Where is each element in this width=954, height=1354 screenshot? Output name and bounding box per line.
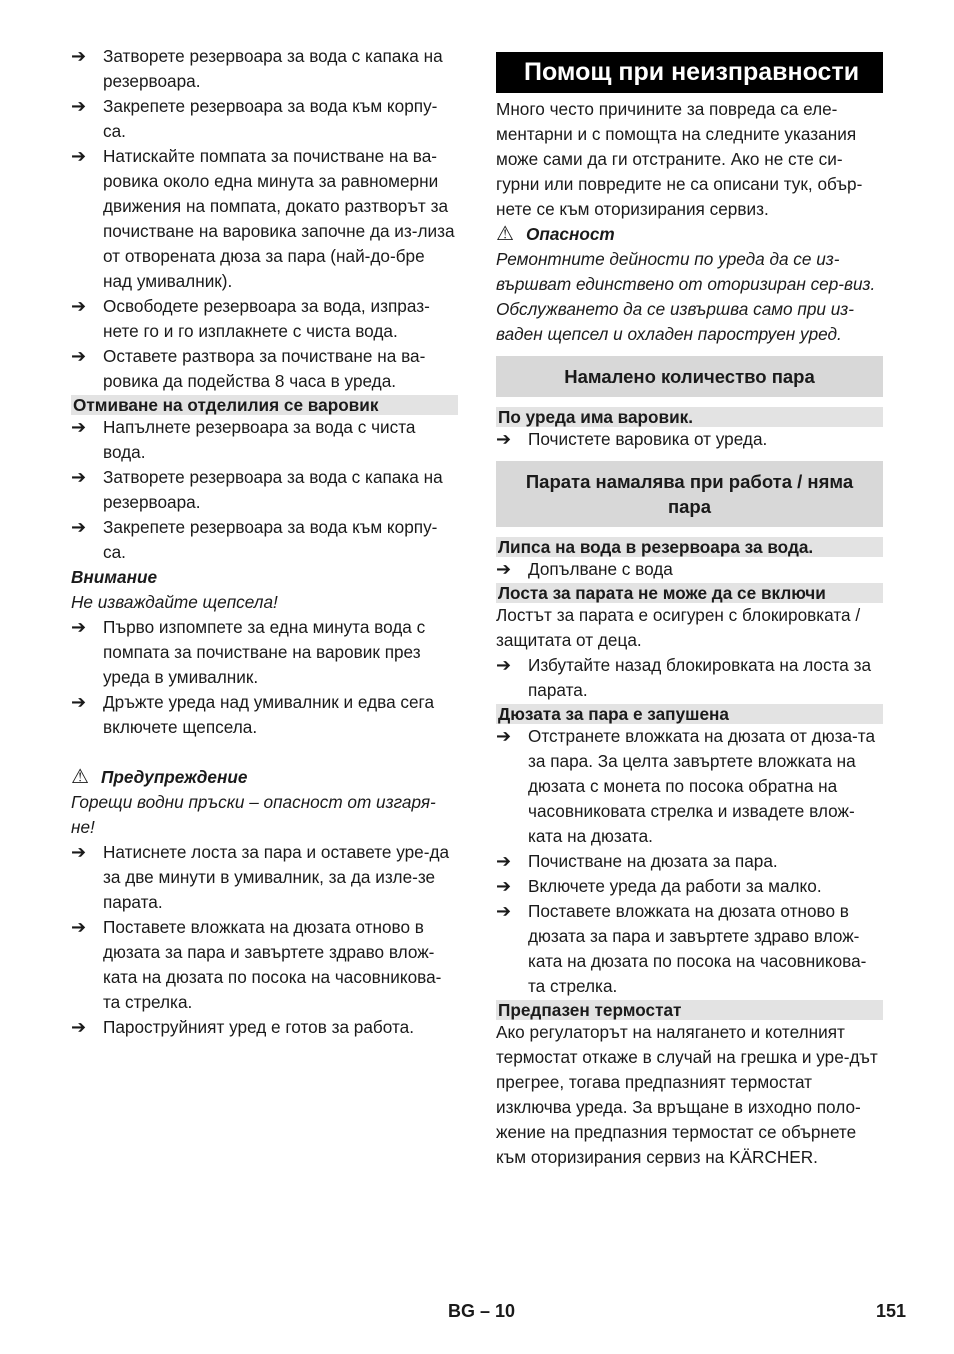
arrow-right-icon: ➔ xyxy=(71,346,87,366)
section-title: Помощ при неизправности xyxy=(496,52,883,93)
subheading-limescale: По уреда има варовик. xyxy=(496,407,883,427)
arrow-right-icon: ➔ xyxy=(71,842,87,862)
list-item: ➔ Първо изпомпете за една минута вода с помпата за почистване на варовик през уреда в умивалник. xyxy=(71,617,426,687)
list-item: ➔ Поставете вложката на дюзата отново в дюзата за пара и завъртете здраво влож-ката на дюзата по посока на часовникова-та стрелка. xyxy=(496,901,867,996)
warning-triangle-icon: ⚠ xyxy=(496,223,514,245)
list-item: ➔ Допълване с вода xyxy=(496,557,883,582)
list-item: ➔ Закрепете резервоара за вода към корпу-са. xyxy=(71,96,438,141)
thermostat-paragraph: Ако регулаторът на налягането и котелният термостат откаже в случай на грешка и уре-дът прегрее, тогава предпазният термостат изключва уреда. За връщане в изходно поло-жение на предпазния термостат се обърнете към оторизирания сервиз на KÄRCHER. xyxy=(496,1022,878,1167)
spacer xyxy=(496,347,883,356)
spacer xyxy=(496,527,883,536)
right-column xyxy=(496,44,883,1170)
list-item: ➔ Закрепете резервоара за вода към корпу-са. xyxy=(71,517,438,562)
arrow-right-icon: ➔ xyxy=(71,1017,87,1037)
arrow-right-icon: ➔ xyxy=(71,917,87,937)
danger-text-1: Ремонтните дейности по уреда да се из-вършват единствено от оторизиран сер-виз. xyxy=(496,249,876,294)
lever-paragraph: Лостът за парата е осигурен с блокировката / защитата от деца. xyxy=(496,605,861,650)
subheading-lever: Лоста за парата не може да се включи xyxy=(496,583,883,603)
footer-section-label: BG – 10 xyxy=(448,1301,516,1321)
arrow-right-icon: ➔ xyxy=(71,467,87,487)
arrow-right-icon: ➔ xyxy=(496,901,512,921)
arrow-right-icon: ➔ xyxy=(71,146,87,166)
spacer xyxy=(496,452,883,461)
list-item: ➔ Поставете вложката на дюзата отново в дюзата за пара и завъртете здраво влож-ката на дюзата по посока на часовникова-та стрелка. xyxy=(71,917,442,1012)
list-item: ➔ Напълнете резервоара за вода с чиста вода. xyxy=(71,417,416,462)
danger-heading xyxy=(496,222,883,247)
step-list-1 xyxy=(71,44,458,394)
arrow-right-icon: ➔ xyxy=(496,429,512,449)
danger-text-2: Обслужването да се извършва само при из-ваден щепсел и охладен пароструен уред. xyxy=(496,299,855,344)
warning-label: Предупреждение xyxy=(101,767,248,787)
danger-label: Опасност xyxy=(526,224,615,244)
warning-triangle-icon: ⚠ xyxy=(71,766,89,788)
list-item: ➔ Натискайте помпата за почистване на ва-ровика около една минута за равномерни движения на помпата, докато разтворът за почистване на варовика започне да из-лиза от отворената дюза за пара (най-до-бре над умивалник). xyxy=(71,146,455,291)
arrow-right-icon: ➔ xyxy=(71,692,87,712)
arrow-right-icon: ➔ xyxy=(496,559,512,579)
subheading-nozzle-clogged: Дюзата за пара е запушена xyxy=(496,704,883,724)
subheading-no-water: Липса на вода в резервоара за вода. xyxy=(496,537,883,557)
subheading-thermostat: Предпазен термостат xyxy=(496,1000,883,1020)
arrow-right-icon: ➔ xyxy=(496,655,512,675)
list-item: ➔ Включете уреда да работи за малко. xyxy=(496,874,883,899)
list-item: ➔ Затворете резервоара за вода с капака на резервоара. xyxy=(71,46,443,91)
arrow-right-icon: ➔ xyxy=(496,876,512,896)
page-number: 151 xyxy=(876,1301,907,1321)
arrow-right-icon: ➔ xyxy=(71,46,87,66)
arrow-right-icon: ➔ xyxy=(71,617,87,637)
step-list-4 xyxy=(71,840,458,1040)
attention-text: Не изваждайте щепсела! xyxy=(71,592,278,612)
step-list-2 xyxy=(71,415,458,565)
list-item: ➔ Оставете разтвора за почистване на ва-ровика да подейства 8 часа в уреда. xyxy=(71,346,426,391)
left-column xyxy=(71,44,458,1040)
intro-paragraph: Много често причините за повреда са еле-ментарни и с помощта на следните указания може сами да ги отстраните. Ако не сте си-гурни или повредите не са описани тук, обър-нете се към оторизирания сервиз. xyxy=(496,99,863,219)
list-item: ➔ Натиснете лоста за пара и оставете уре-да за две минути в умивалник, за да изле-зе парата. xyxy=(71,842,450,912)
list-item: ➔ Дръжте уреда над умивалник и едва сега включете щепсела. xyxy=(71,692,435,737)
problem-box-reduced-steam: Намалено количество пара xyxy=(496,356,883,397)
spacer xyxy=(496,397,883,406)
list-item: ➔ Почистване на дюзата за пара. xyxy=(496,849,883,874)
list-item: ➔ Освободете резервоара за вода, изпраз-нете го и го изплакнете с чиста вода. xyxy=(71,296,430,341)
attention-label: Внимание xyxy=(71,567,158,587)
step-list-3 xyxy=(71,615,458,740)
arrow-right-icon: ➔ xyxy=(71,417,87,437)
subheading-rinse: Отмиване на отделилия се варовик xyxy=(71,395,458,415)
list-item: ➔ Почистете варовика от уреда. xyxy=(496,427,883,452)
spacer xyxy=(71,740,458,765)
list-item: ➔ Пароструйният уред е готов за работа. xyxy=(71,1015,458,1040)
arrow-right-icon: ➔ xyxy=(71,517,87,537)
warning-text: Горещи водни пръски – опасност от изгаря-не! xyxy=(71,792,436,837)
problem-box-no-steam: Парата намалява при работа / няма пара xyxy=(496,461,883,527)
warning-heading xyxy=(71,765,458,790)
list-item: ➔ Отстранете вложката на дюзата от дюза-та за пара. За целта завъртете вложката на дюзата с монета по посока обратна на часовниковата стрелка и извадете влож-ката на дюзата. xyxy=(496,726,876,846)
arrow-right-icon: ➔ xyxy=(496,726,512,746)
arrow-right-icon: ➔ xyxy=(496,851,512,871)
arrow-right-icon: ➔ xyxy=(71,296,87,316)
list-item: ➔ Избутайте назад блокировката на лоста за парата. xyxy=(496,655,872,700)
list-item: ➔ Затворете резервоара за вода с капака на резервоара. xyxy=(71,467,443,512)
arrow-right-icon: ➔ xyxy=(71,96,87,116)
